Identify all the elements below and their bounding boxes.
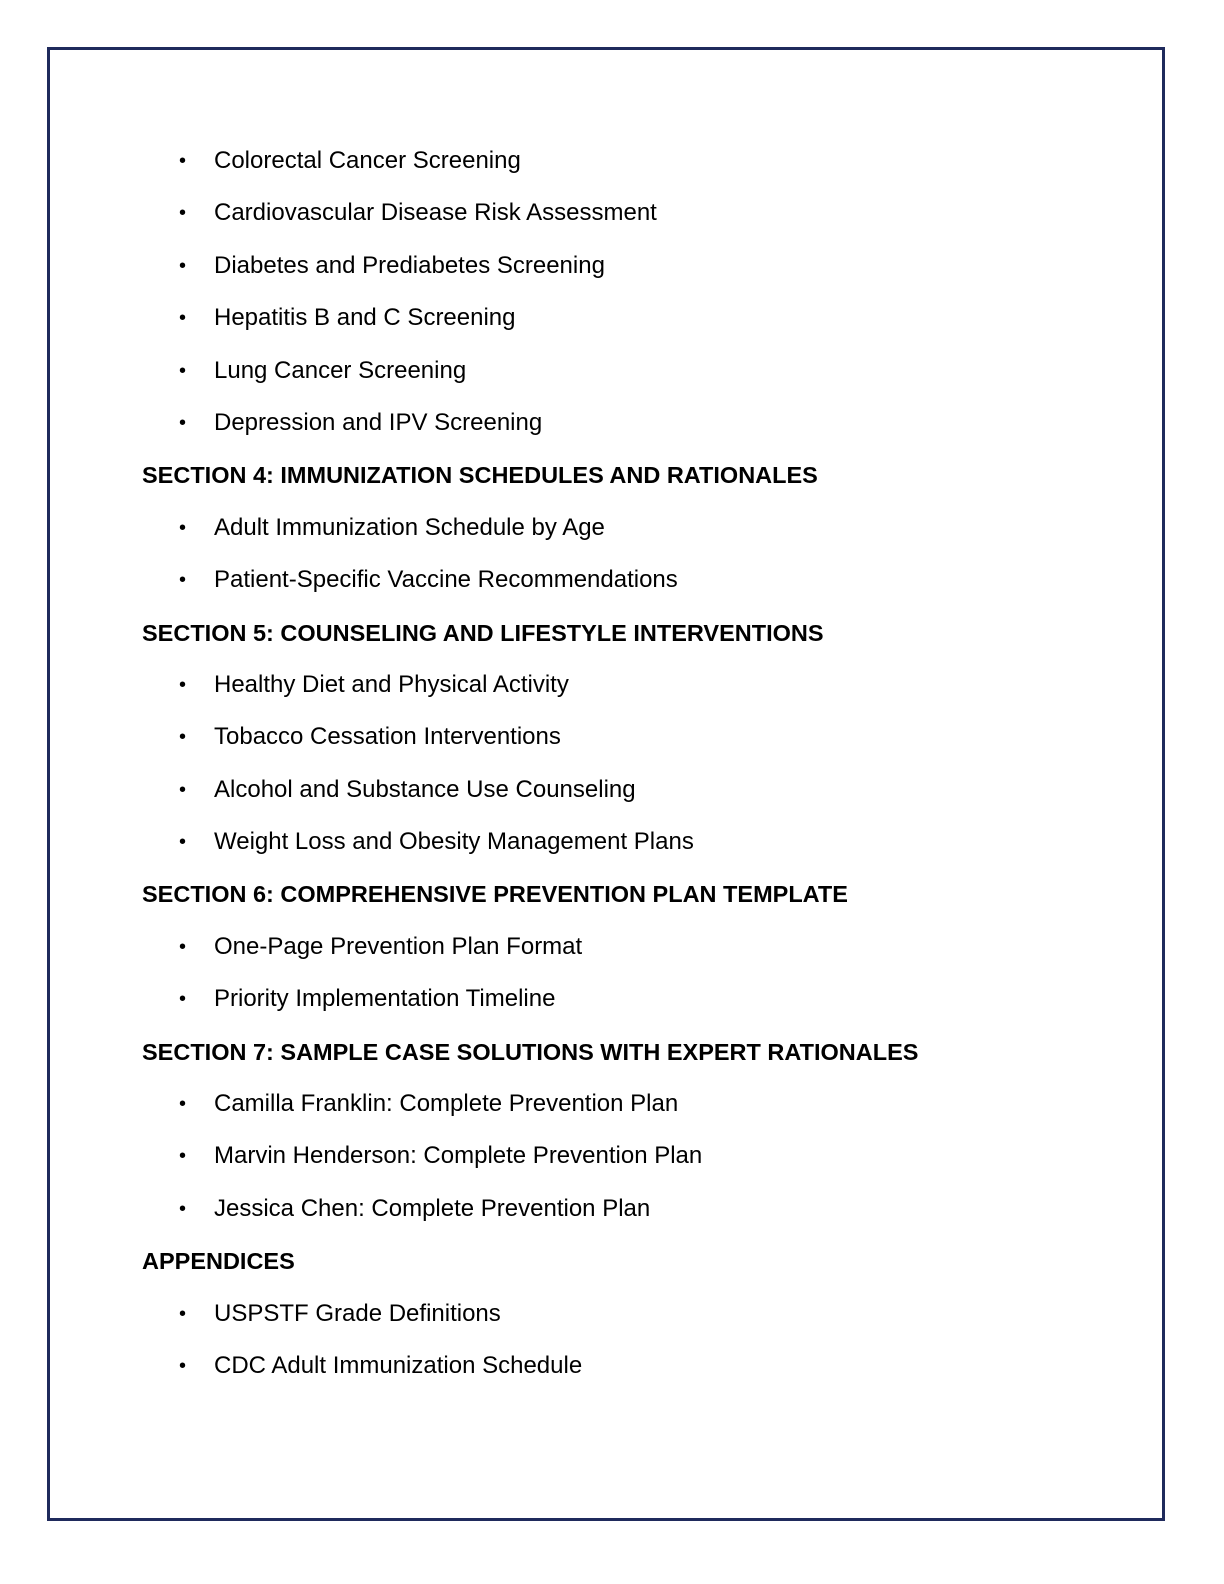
list-item xyxy=(142,768,1122,820)
section-5-list xyxy=(142,663,1122,873)
list-item xyxy=(142,1344,1122,1396)
table-of-contents xyxy=(142,139,1122,1396)
list-item-label: Patient-Specific Vaccine Recommendations xyxy=(214,566,678,594)
list-item-label: Colorectal Cancer Screening xyxy=(214,147,521,174)
list-item-label: Alcohol and Substance Use Counseling xyxy=(214,775,636,803)
appendices-heading: APPENDICES xyxy=(142,1248,295,1275)
list-item xyxy=(142,925,1122,977)
bullet-icon: • xyxy=(179,516,187,539)
list-item-label: Camilla Franklin: Complete Prevention Plan xyxy=(214,1090,679,1118)
list-item-label: Depression and IPV Screening xyxy=(214,408,543,436)
bullet-icon: • xyxy=(179,726,187,749)
list-item xyxy=(142,191,1122,243)
list-item xyxy=(142,244,1122,296)
section-6-list xyxy=(142,925,1122,1030)
section-6-heading: SECTION 6: COMPREHENSIVE PREVENTION PLAN TEMPLATE xyxy=(142,881,848,908)
bullet-icon: • xyxy=(179,411,187,434)
list-item-label: Jessica Chen: Complete Prevention Plan xyxy=(214,1194,651,1222)
list-item-label: Cardiovascular Disease Risk Assessment xyxy=(214,199,657,227)
list-item xyxy=(142,663,1122,715)
section-7-heading: SECTION 7: SAMPLE CASE SOLUTIONS WITH EXPERT RATIONALES xyxy=(142,1038,919,1065)
list-item xyxy=(142,506,1122,558)
list-item xyxy=(142,1187,1122,1239)
list-item xyxy=(142,820,1122,872)
list-item-label: Diabetes and Prediabetes Screening xyxy=(214,251,605,279)
list-item-label: Tobacco Cessation Interventions xyxy=(214,723,561,751)
list-item xyxy=(142,401,1122,453)
bullet-icon: • xyxy=(179,150,187,172)
list-item xyxy=(142,715,1122,767)
section-7-list xyxy=(142,1082,1122,1239)
list-item-label: Priority Implementation Timeline xyxy=(214,985,556,1013)
list-item-label: CDC Adult Immunization Schedule xyxy=(214,1351,583,1379)
bullet-icon: • xyxy=(179,673,187,696)
bullet-icon: • xyxy=(179,359,187,382)
list-item-label: One-Page Prevention Plan Format xyxy=(214,932,583,960)
list-item-label: Hepatitis B and C Screening xyxy=(214,304,516,332)
list-item-label: USPSTF Grade Definitions xyxy=(214,1299,501,1327)
list-item-label: Marvin Henderson: Complete Prevention Plan xyxy=(214,1142,703,1170)
list-item-label: Lung Cancer Screening xyxy=(214,356,467,384)
list-item-label: Weight Loss and Obesity Management Plans xyxy=(214,828,694,856)
bullet-icon: • xyxy=(179,988,187,1011)
bullet-icon: • xyxy=(179,1302,187,1325)
bullet-icon: • xyxy=(179,831,187,854)
list-item-label: Adult Immunization Schedule by Age xyxy=(214,513,605,541)
list-item-label: Healthy Diet and Physical Activity xyxy=(214,670,569,698)
list-item xyxy=(142,296,1122,348)
bullet-icon: • xyxy=(179,1354,187,1377)
list-item xyxy=(142,1082,1122,1134)
section-4-heading: SECTION 4: IMMUNIZATION SCHEDULES AND RATIONALES xyxy=(142,462,818,489)
list-item xyxy=(142,558,1122,610)
list-item xyxy=(142,977,1122,1029)
bullet-icon: • xyxy=(179,778,187,801)
bullet-icon: • xyxy=(179,569,187,592)
list-item xyxy=(142,1134,1122,1186)
bullet-icon: • xyxy=(179,307,187,330)
list-item xyxy=(142,349,1122,401)
bullet-icon: • xyxy=(179,254,187,277)
appendices-list xyxy=(142,1292,1122,1397)
bullet-icon: • xyxy=(179,202,187,225)
bullet-icon: • xyxy=(179,1197,187,1220)
section-5-heading: SECTION 5: COUNSELING AND LIFESTYLE INTERVENTIONS xyxy=(142,619,824,646)
list-item xyxy=(142,139,1122,191)
bullet-icon: • xyxy=(179,1093,187,1116)
bullet-icon: • xyxy=(179,1145,187,1168)
list-item xyxy=(142,1292,1122,1344)
bullet-icon: • xyxy=(179,935,187,958)
section-4-list xyxy=(142,506,1122,611)
screening-list xyxy=(142,139,1122,453)
